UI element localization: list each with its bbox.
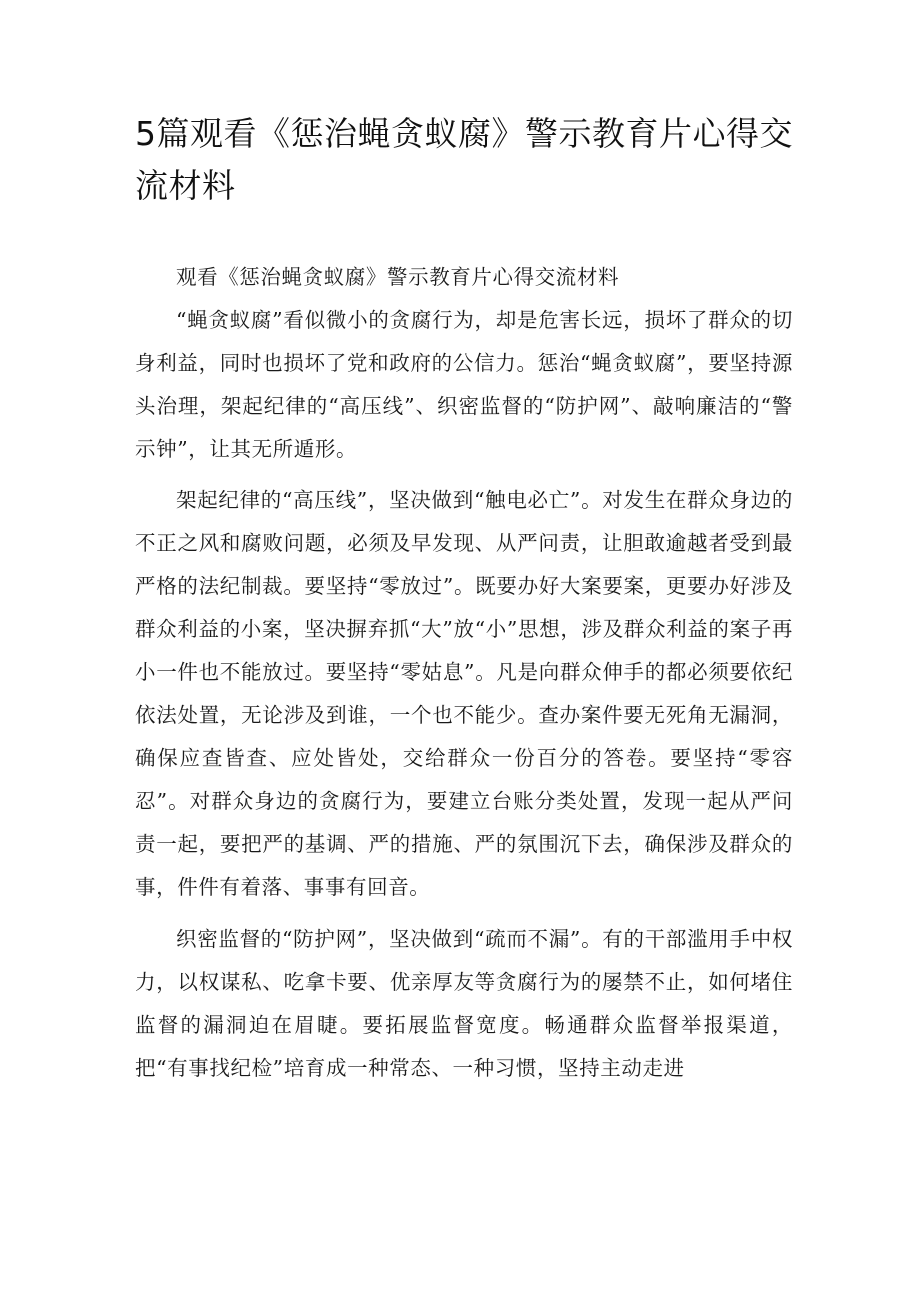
paragraph-3: 织密监督的“防护网”，坚决做到“疏而不漏”。有的干部滥用手中权力，以权谋私、吃拿卡要、优亲厚友等贪腐行为的屡禁不止，如何堵住监督的漏洞迫在眉睫。要拓展监督宽度。畅通群众监督举报渠道，把“有事找纪检”培育成一种常态、一种习惯，坚持主动走进	[135, 927, 793, 1080]
paragraph-2: 架起纪律的“高压线”，坚决做到“触电必亡”。对发生在群众身边的不正之风和腐败问题，必须及早发现、从严问责，让胆敢逾越者受到最严格的法纪制裁。要坚持“零放过”。既要办好大案要案，更要办好涉及群众利益的小案，坚决摒弃抓“大”放“小”思想，涉及群众利益的案子再小一件也不能放过。要坚持“零姑息”。凡是向群众伸手的都必须要依纪依法处置，无论涉及到谁，一个也不能少。查办案件要无死角无漏洞，确保应查皆查、应处皆处，交给群众一份百分的答卷。要坚持“零容忍”。对群众身边的贪腐行为，要建立台账分类处置，发现一起从严问责一起，要把严的基调、严的措施、严的氛围沉下去，确保涉及群众的事，件件有着落、事事有回音。	[135, 488, 793, 899]
paragraph-1: “蝇贪蚁腐”看似微小的贪腐行为，却是危害长远，损坏了群众的切身利益，同时也损坏了党和政府的公信力。惩治“蝇贪蚁腐”，要坚持源头治理，架起纪律的“高压线”、织密监督的“防护网”、敲响廉洁的“警示钟”，让其无所遁形。	[135, 308, 793, 461]
document-subtitle: 观看《惩治蝇贪蚁腐》警示教育片心得交流材料	[176, 265, 620, 289]
document-title: 5篇观看《惩治蝇贪蚁腐》警示教育片心得交流材料	[135, 114, 793, 205]
document-body	[135, 256, 793, 1090]
